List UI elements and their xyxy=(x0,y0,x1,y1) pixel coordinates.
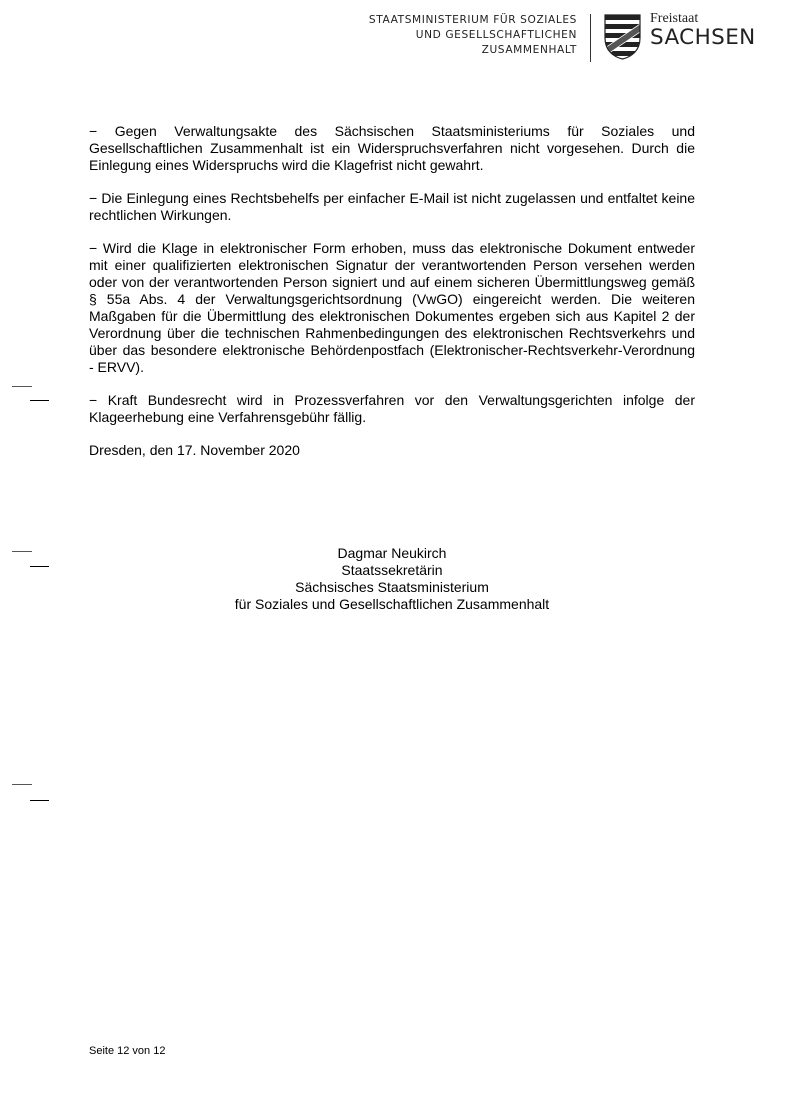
ministry-name-line1: STAATSMINISTERIUM FÜR SOZIALES xyxy=(368,14,577,26)
signatory-name: Dagmar Neukirch xyxy=(337,545,447,561)
saxony-coat-of-arms-icon xyxy=(604,14,641,60)
header-divider xyxy=(590,14,591,62)
signatory-title: Staatssekretärin xyxy=(341,562,443,578)
fold-mark-short xyxy=(12,784,32,785)
fold-mark-short xyxy=(12,551,32,552)
paragraph-no-objection: − Gegen Verwaltungsakte des Sächsischen Staatsministeriums für Soziales und Gesellschaftlichen Zusammenhalt ist ein Widerspruchsverfahren nicht vorgesehen. Durch die Einlegung eines Widerspruchs wird die Klagefrist nicht gewahrt. xyxy=(89,123,695,173)
signature-block xyxy=(89,545,695,613)
place-date: Dresden, den 17. November 2020 xyxy=(89,442,300,458)
fold-mark-long xyxy=(30,800,49,801)
paragraph-electronic-filing: − Wird die Klage in elektronischer Form erhoben, muss das elektronische Dokument entweder mit einer qualifizierten elektronischen Signatur der verantwortenden Person versehen werden oder von der verantwortenden Person signiert und auf einem sicheren Übermittlungsweg gemäß § 55a Abs. 4 der Verwaltungsgerichtsordnung (VwGO) eingereicht werden. Die weiteren Maßgaben für die Übermittlung des elektronischen Dokumentes ergeben sich aus Kapitel 2 der Verordnung über die technischen Rahmenbedingungen des elektronischen Rechtsverkehrs und über das besondere elektronische Behördenpostfach (Elektronischer-Rechtsverkehr-Verordnung - ERVV). xyxy=(89,240,695,375)
ministry-name xyxy=(330,13,577,58)
signatory-org-line2: für Soziales und Gesellschaftlichen Zusammenhalt xyxy=(234,596,550,612)
fold-mark-long xyxy=(30,566,49,567)
fold-mark-long xyxy=(30,400,49,401)
ministry-name-line2: UND GESELLSCHAFTLICHEN xyxy=(415,29,577,41)
fold-mark-short xyxy=(12,386,32,387)
document-body xyxy=(89,123,695,475)
state-name: SACHSEN xyxy=(650,25,756,50)
state-prefix: Freistaat xyxy=(650,11,699,26)
page-number: Seite 12 von 12 xyxy=(89,1045,166,1057)
ministry-name-line3: ZUSAMMENHALT xyxy=(481,44,577,56)
paragraph-no-email: − Die Einlegung eines Rechtsbehelfs per einfacher E-Mail ist nicht zugelassen und entfaltet keine rechtlichen Wirkungen. xyxy=(89,190,695,223)
paragraph-court-fee: − Kraft Bundesrecht wird in Prozessverfahren vor den Verwaltungsgerichten infolge der Klageerhebung eine Verfahrensgebühr fällig. xyxy=(89,392,695,425)
signatory-org-line1: Sächsisches Staatsministerium xyxy=(295,579,489,595)
